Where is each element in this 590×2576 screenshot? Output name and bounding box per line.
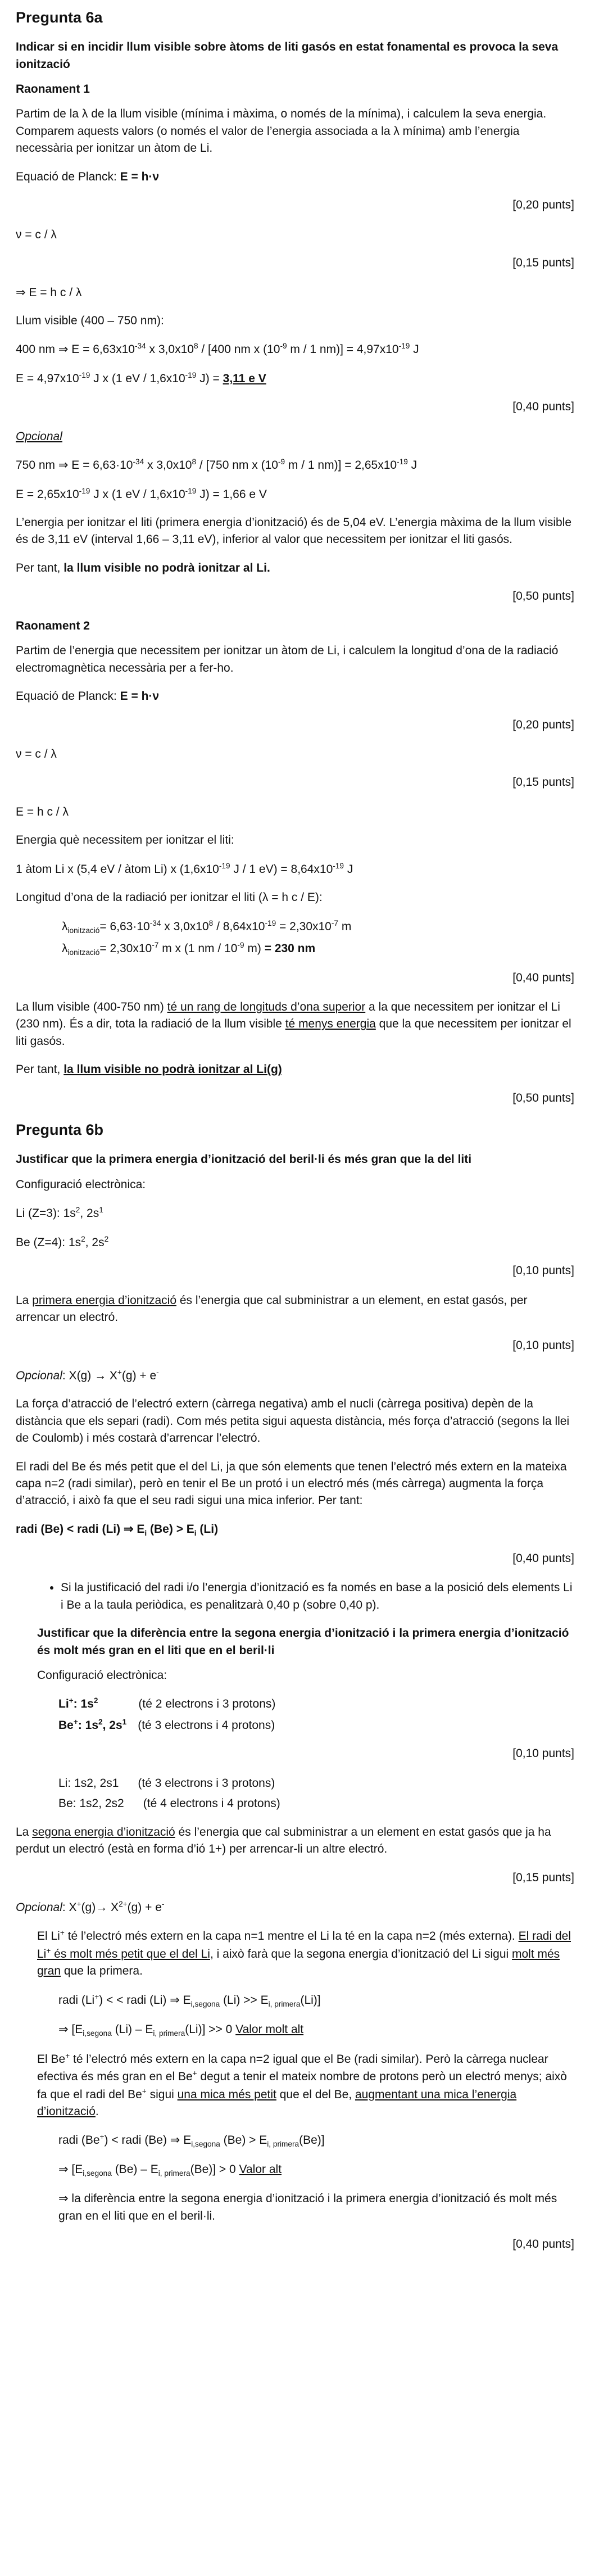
config2-label: Configuració electrònica: [37, 1669, 167, 1682]
radius-paragraph: El radi del Be és més petit que el del Li, ja que són elements que tenen l’electró més extern en la mateixa capa n=2 (radi similar), però en tenir el Be un protó i un electró més (més càrrega) augmenta la força d’atracció, i això fa que el seu radi sigui una mica inferior. Per tant: [16, 1460, 567, 1507]
beryllium-radius-relation: radi (Be+) < radi (Be) ⇒ $E_{i,segona}$ $(Be) > E_{i, primera}(Be)$] [58, 2133, 325, 2149]
question-6b-title: Pregunta 6b [16, 1121, 104, 1139]
config-li: Li (Z=3): $1s^2$, $2s^1$ [16, 1206, 103, 1220]
wavelength-calc-nm: $\lambda_{ionització}= 2,30x10^{-7}$ m x (1 nm / $10^{-9}$ m) = 230 nm [62, 940, 316, 957]
score-6b-definition: [0,10 punts] [512, 1339, 574, 1352]
visible-range-label: Llum visible (400 – 750 nm): [16, 314, 164, 327]
optional-ionization-equation: Opcional: X(g) → X+(g) + e- [16, 1368, 159, 1382]
config-li-ion: Li+: $1s^2$ (té 2 electrons i 3 protons) [58, 1696, 276, 1711]
config-be-ion: Be+: $1s^2$, $2s^1$ (té 3 electrons i 4 protons) [58, 1717, 275, 1732]
reasoning-2-intro: Partim de l’energia que necessitem per ionitzar un àtom de Li, i calculem la longitud d’ona de la radiació electromagnètica necessària per a fer-ho. [16, 644, 559, 674]
planck-label: Equació de Planck: [16, 170, 117, 183]
reasoning-1-title: Raonament 1 [16, 83, 90, 96]
wavelength-calc-m: $\lambda_{ionització}= 6,63\cdot 10^{-34}$ x $3,0x10^8 / 8,64x10^{-19} = 2,30x10^{-7}$ m [62, 918, 352, 935]
lithium-relations [58, 1991, 574, 2039]
beryllium-difference-relation: ⇒ [$E_{i,segona}$ $(Be) - E_{i, primera}(Be)] > 0$ Valor alt [58, 2163, 282, 2178]
wavelength-label: Longitud d’ona de la radiació per ionitzar el liti (λ = h c / E): [16, 891, 323, 904]
optional-second-ionization-equation: Opcional: $X^+(g)\to X^{2+}(g) + e^-$ [16, 1899, 165, 1914]
second-ionization-question: Justificar que la diferència entre la segona energia d’ionització i la primera energia d’ionització és molt més gran en el liti que en el beril·li [37, 1627, 569, 1657]
wavelength-calcs [62, 918, 574, 958]
lithium-explanation [37, 1927, 574, 2225]
score-r2-conclusion: [0,50 punts] [512, 1091, 574, 1104]
neutral-configs [58, 1775, 574, 1813]
score-r1-planck: [0,20 punts] [512, 198, 574, 212]
score-r1-calc: [0,40 punts] [512, 400, 574, 414]
coulomb-paragraph: La força d’atracció de l’electró extern (càrrega negativa) amb el nucli (càrrega positiva) depèn de la distància que els separi (radi). Com més petita sigui aquesta distància, més força d’atracció (segons la llei de Coulomb) i més costarà d’arrencar l’electró. [16, 1397, 570, 1445]
reasoning-1-intro: Partim de la λ de la llum visible (mínima i màxima, o només de la mínima), i calculem la seva energia. Comparem aquests valors (o només el valor de l’energia associada a la λ mínima) amb l’energia necessària per ionitzar un àtom de Li. [16, 107, 547, 155]
score-6b-final: [0,40 punts] [512, 2238, 574, 2251]
penalty-note: • Si la justificació del radi i/o l’energia d’ionització es fa només en base a la posició dels elements Li i Be a la taula periòdica, es penalitzarà 0,40 p (sobre 0,40 p). [61, 1579, 574, 1614]
score-6b-config: [0,10 punts] [512, 1264, 574, 1278]
score-6b-radius: [0,40 punts] [512, 1551, 574, 1565]
planck-equation-line [16, 169, 574, 185]
penalty-list [16, 1579, 574, 1614]
beryllium-ion-paragraph: El Be+ té l’electró més extern en la capa n=2 igual que el Be (radi similar). Però la càrrega nuclear efectiva és més gran en el Be+ degut a tenir el mateix nombre de protons però un electró menys; això fa que el radi del Be+ sigui una mica més petit que el del Be, augmentant una mica l’energia d’ionització. [37, 2051, 567, 2118]
ionization-energy-label: Energia què necessitem per ionitzar el liti: [16, 834, 234, 847]
lithium-radius-relation: radi (Li+) < < radi (Li) ⇒ $E_{i,segona}$ $(Li) >> E_{i, primera}(Li)$] [58, 1992, 321, 2008]
second-ionization-section [37, 1625, 574, 1813]
question-6a-statement: Indicar si en incidir llum visible sobre àtoms de liti gasós en estat fonamental es provoca la seva ionització [16, 40, 559, 71]
frequency-equation-2: ν = c / λ [16, 747, 57, 760]
question-6b-statement: Justificar que la primera energia d’ionització del beril·li és més gran que la del liti [16, 1153, 472, 1166]
energy-equation-2: E = h c / λ [16, 805, 69, 818]
ionization-energy-calc: 1 àtom Li x (5,4 eV / àtom Li) x ($1,6x10^{-19}$ J / 1 $eV) = 8,64x10^{-19}$ J [16, 861, 353, 876]
calc-400nm: 400 nm ⇒ $E = 6,63x10^{-34}$ x $3,0x10^8 / [400$ nm x ($10^{-9}$ m / 1 $nm)] = 4,97x10^{-19}$ J [16, 342, 419, 356]
ion-configs [58, 1695, 574, 1734]
lithium-ion-paragraph: El Li+ té l’electró més extern en la capa n=1 mentre el Li la té en la capa n=2 (més externa). El radi del Li+ és molt més petit que el del Li, i això farà que la segona energia d’ionització del Li sigui molt més gran que la primera. [37, 1928, 571, 1978]
config-be-neutral: Be: 1s2, 2s2 (té 4 electrons i 4 protons) [58, 1797, 280, 1810]
beryllium-relations [58, 2131, 574, 2225]
question-6a-title: Pregunta 6a [16, 9, 103, 26]
calc-750nm-ev: $E = 2,65x10^{-19}$ J x (1 eV / $1,6x10^{-19}$ J) = 1,66 e V [16, 486, 267, 501]
reasoning-2-title: Raonament 2 [16, 619, 90, 632]
score-r1-conclusion: [0,50 punts] [512, 590, 574, 603]
score-6b-definition-2: [0,15 punts] [512, 1871, 574, 1884]
score-r2-planck: [0,20 punts] [512, 718, 574, 731]
frequency-equation: ν = c / λ [16, 228, 57, 241]
reasoning-2-comparison: La llum visible (400-750 nm) té un rang de longituds d’ona superior a la que necessitem per ionitzar el Li (230 nm). És a dir, tota la radiació de la llum visible té menys energia que la que necessitem per ionitzar el liti gasós. [16, 1000, 571, 1048]
calc-750nm: 750 nm ⇒ $E = 6,63\cdot 10^{-34}$ x $3,0x10^8 / [750$ nm x ($10^{-9}$ m / 1 $nm)] = 2,65x10^{-19}$ J [16, 458, 417, 472]
score-r1-frequency: [0,15 punts] [512, 256, 574, 270]
score-r2-calc: [0,40 punts] [512, 971, 574, 984]
reasoning-2-conclusion: Per tant, la llum visible no podrà ionitzar al Li(g) [16, 1063, 282, 1076]
score-6b-ion-config: [0,10 punts] [512, 1747, 574, 1760]
config-label: Configuració electrònica: [16, 1178, 146, 1191]
result-3-11-ev: 3,11 e V [223, 372, 266, 385]
planck-equation-line-2: Equació de Planck: E = h·ν [16, 690, 160, 703]
radius-conclusion: radi (Be) < radi (Li) ⇒ $E_i$ $(Be) > E_i$ (Li) [16, 1522, 219, 1538]
final-conclusion: ⇒ la diferència entre la segona energia d’ionització i la primera energia d’ionització és molt més gran en el liti que en el beril·li. [58, 2192, 557, 2222]
first-ionization-definition: La primera energia d’ionització és l’energia que cal subministrar a un element, en estat gasós, per arrencar un electró. [16, 1293, 528, 1324]
config-be: Be (Z=4): $1s^2$, $2s^2$ [16, 1234, 109, 1249]
optional-label: Opcional [16, 429, 62, 443]
planck-equation: E = h·ν [120, 170, 160, 183]
score-r2-frequency: [0,15 punts] [512, 776, 574, 789]
comparison-paragraph: L’energia per ionitzar el liti (primera energia d’ionització) és de 5,04 eV. L’energia màxima de la llum visible és de 3,11 eV (interval 1,66 – 3,11 eV), inferior al valor que necessitem per ionitzar el liti gasós. [16, 516, 572, 546]
lithium-difference-relation: ⇒ [$E_{i,segona}$ $(Li) - E_{i, primera}(Li)] >> 0$ Valor molt alt [58, 2022, 304, 2038]
config-li-neutral: Li: 1s2, 2s1 (té 3 electrons i 3 protons) [58, 1776, 275, 1790]
energy-equation: ⇒ E = h c / λ [16, 286, 82, 299]
reasoning-1-conclusion: Per tant, la llum visible no podrà ionitzar al Li. [16, 561, 270, 574]
second-ionization-definition: La segona energia d’ionització és l’energia que cal subministrar a un element en estat gasós que ja ha perdut un electró (està en forma d’ió 1+) per arrencar-li un altre electró. [16, 1825, 551, 1856]
calc-400nm-ev: $E = 4,97x10^{-19}$ J x (1 eV / $1,6x10^{-19}$ J) = 3,11 e V [16, 370, 266, 385]
